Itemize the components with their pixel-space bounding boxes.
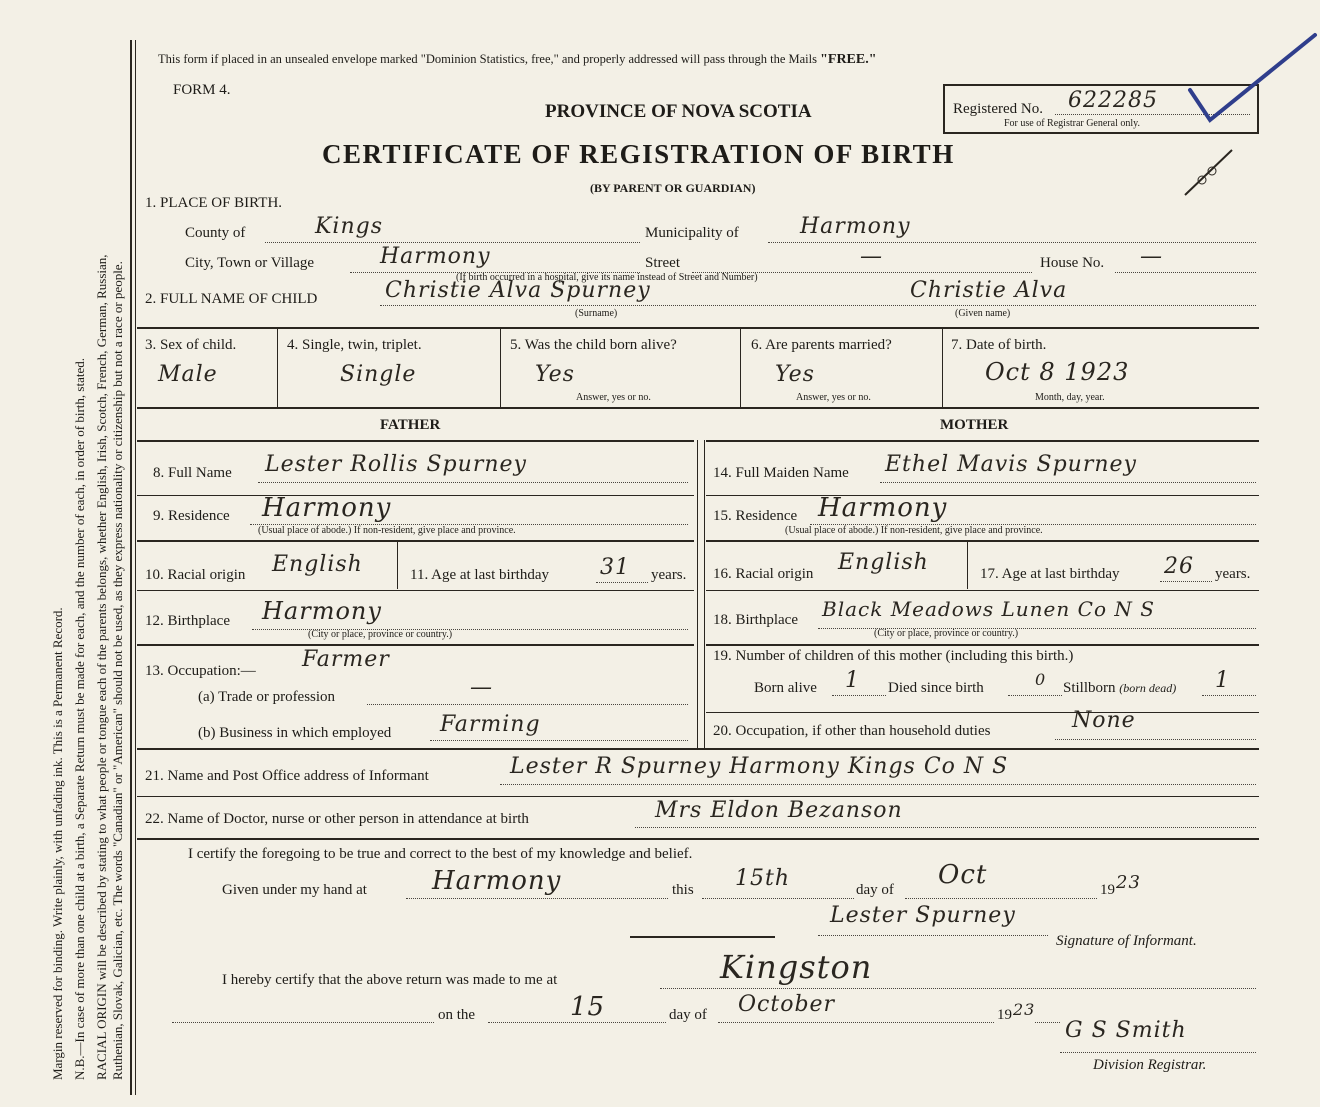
certificate-title: CERTIFICATE OF REGISTRATION OF BIRTH <box>322 139 955 169</box>
house-label: House No. <box>1040 255 1105 271</box>
alive-label: 5. Was the child born alive? <box>510 337 677 353</box>
informant-label: 21. Name and Post Office address of Informant <box>145 768 429 784</box>
return-day-of-label: day of <box>669 1007 707 1023</box>
mother-years: years. <box>1215 566 1251 582</box>
father-residence-label: 9. Residence <box>153 508 230 524</box>
informant-signature-caption: Signature of Informant. <box>1056 933 1197 949</box>
registered-number: 622285 <box>1068 88 1158 113</box>
registered-label: Registered No. <box>953 101 1043 117</box>
father-trade-label: (a) Trade or profession <box>198 689 336 705</box>
father-years: years. <box>651 567 687 583</box>
married-caption: Answer, yes or no. <box>796 392 871 403</box>
return-place-value: Kingston <box>720 948 873 986</box>
registrar-note: For use of Registrar General only. <box>1004 118 1140 129</box>
father-birthplace-caption: (City or place, province or country.) <box>308 629 453 640</box>
died-label: Died since birth <box>888 680 984 696</box>
born-alive-label: Born alive <box>754 680 817 696</box>
return-label: I hereby certify that the above return was made to me at <box>222 972 558 988</box>
doctor-value: Mrs Eldon Bezanson <box>655 798 903 823</box>
city-label: City, Town or Village <box>185 255 315 271</box>
father-racial-value: English <box>272 552 363 577</box>
province-heading: PROVINCE OF NOVA SCOTIA <box>545 101 812 122</box>
informant-value: Lester R Spurney Harmony Kings Co N S <box>510 754 1009 779</box>
registrar-caption: Division Registrar. <box>1093 1057 1207 1073</box>
child-surname-value: Christie Alva Spurney <box>385 278 651 303</box>
stillborn-value: 1 <box>1215 668 1230 693</box>
doctor-label: 22. Name of Doctor, nurse or other person in attendance at birth <box>145 811 529 827</box>
margin-note-1: Margin reserved for binding. Write plainly, with unfading ink. This is a Permanent Record. <box>50 607 65 1080</box>
father-occupation-value: Farmer <box>302 647 390 672</box>
city-value: Harmony <box>380 244 491 269</box>
single-label: 4. Single, twin, triplet. <box>287 337 422 353</box>
mother-racial-value: English <box>838 550 929 575</box>
informant-signature: Lester Spurney <box>830 903 1016 928</box>
mother-age-value: 26 <box>1164 554 1194 579</box>
mother-age-label: 17. Age at last birthday <box>980 566 1120 582</box>
street-value: — <box>860 244 883 269</box>
father-business-value: Farming <box>440 712 541 737</box>
margin-note-3: RACIAL ORIGIN will be described by stating to what people or tongue each of the parents belongs, whether English, Irish, Scotch, French, German, Russian, <box>94 254 109 1080</box>
on-the-label: on the <box>438 1007 476 1023</box>
margin-note-2: N.B.—In case of more than one child at a birth, a Separate Return must be made for each, and the number of each, in order of birth, stated. <box>72 358 87 1080</box>
mother-occupation-value: None <box>1072 708 1136 733</box>
alive-value: Yes <box>535 362 575 387</box>
father-birthplace-label: 12. Birthplace <box>145 613 230 629</box>
dob-value: Oct 8 1923 <box>985 358 1130 386</box>
certify-text: I certify the foregoing to be true and correct to the best of my knowledge and belief. <box>188 846 693 862</box>
single-value: Single <box>340 362 417 387</box>
mother-birthplace-caption: (City or place, province or country.) <box>874 628 1019 639</box>
registrar-signature: G S Smith <box>1065 1018 1187 1043</box>
surname-caption: (Surname) <box>575 308 618 319</box>
father-residence-value: Harmony <box>262 493 392 523</box>
father-name-label: 8. Full Name <box>153 465 232 481</box>
sex-value: Male <box>158 362 218 387</box>
mother-residence-caption: (Usual place of abode.) If non-resident, give place and province. <box>785 525 1043 536</box>
father-occupation-label: 13. Occupation:— <box>145 663 256 679</box>
street-label: Street <box>645 255 680 271</box>
mother-birthplace-label: 18. Birthplace <box>713 612 798 628</box>
father-trade-value: — <box>470 675 493 700</box>
father-racial-label: 10. Racial origin <box>145 567 246 583</box>
return-year-value: 23 <box>1013 1000 1036 1019</box>
this-label: this <box>672 882 694 898</box>
mother-birthplace-value: Black Meadows Lunen Co N S <box>822 597 1155 621</box>
father-heading: FATHER <box>380 417 441 433</box>
child-name-label: 2. FULL NAME OF CHILD <box>145 291 318 307</box>
municipality-value: Harmony <box>800 214 911 239</box>
county-value: Kings <box>315 214 384 239</box>
married-value: Yes <box>775 362 815 387</box>
dob-label: 7. Date of birth. <box>951 337 1047 353</box>
given-place-value: Harmony <box>432 866 562 896</box>
municipality-label: Municipality of <box>645 225 739 241</box>
margin-rule-inner <box>135 40 136 1095</box>
father-business-label: (b) Business in which employed <box>198 725 392 741</box>
margin-note-4: Ruthenian, Slovak, Galician, etc. The words "Canadian" or "American" should not be used, as they express nationality or citizenship but not a race or people. <box>110 261 125 1080</box>
dob-caption: Month, day, year. <box>1035 392 1105 403</box>
sex-label: 3. Sex of child. <box>145 337 237 353</box>
return-year-prefix: 19 <box>997 1007 1012 1023</box>
died-value: 0 <box>1035 670 1047 689</box>
child-given-value: Christie Alva <box>910 278 1068 303</box>
mother-residence-value: Harmony <box>818 493 948 523</box>
born-alive-value: 1 <box>845 668 860 693</box>
stillborn-label: Stillborn (born dead) <box>1063 680 1177 696</box>
return-day-value: 15 <box>570 992 606 1022</box>
blue-check-mark <box>1170 20 1320 200</box>
form-number: FORM 4. <box>173 82 231 98</box>
given-day-value: 15th <box>735 866 791 891</box>
day-of-label: day of <box>856 882 894 898</box>
father-age-label: 11. Age at last birthday <box>410 567 549 583</box>
county-label: County of <box>185 225 246 241</box>
house-value: — <box>1140 244 1163 269</box>
given-year-value: 23 <box>1116 872 1141 893</box>
return-month-value: October <box>738 992 836 1017</box>
mother-children-label: 19. Number of children of this mother (including this birth.) <box>713 648 1074 664</box>
father-residence-caption: (Usual place of abode.) If non-resident, give place and province. <box>258 525 516 536</box>
place-of-birth-heading: 1. PLACE OF BIRTH. <box>145 195 283 211</box>
given-caption: (Given name) <box>955 308 1011 319</box>
mother-heading: MOTHER <box>940 417 1009 433</box>
father-birthplace-value: Harmony <box>262 597 382 625</box>
father-name-value: Lester Rollis Spurney <box>265 452 527 477</box>
mother-occupation-label: 20. Occupation, if other than household duties <box>713 723 991 739</box>
married-label: 6. Are parents married? <box>751 337 892 353</box>
given-label: Given under my hand at <box>222 882 367 898</box>
mother-name-label: 14. Full Maiden Name <box>713 465 849 481</box>
mother-name-value: Ethel Mavis Spurney <box>885 452 1137 477</box>
margin-rule <box>130 40 132 1095</box>
alive-caption: Answer, yes or no. <box>576 392 651 403</box>
hospital-note: (If birth occurred in a hospital, give its name instead of Street and Number) <box>456 272 758 283</box>
mother-residence-label: 15. Residence <box>713 508 798 524</box>
certificate-subtitle: (BY PARENT OR GUARDIAN) <box>590 181 756 195</box>
father-age-value: 31 <box>600 555 630 580</box>
mother-racial-label: 16. Racial origin <box>713 566 814 582</box>
given-year-prefix: 19 <box>1100 882 1115 898</box>
given-month-value: Oct <box>938 860 988 890</box>
postal-note: This form if placed in an unsealed envelope marked "Dominion Statistics, free," and properly addressed will pass through the Mails "FREE." <box>158 52 877 67</box>
